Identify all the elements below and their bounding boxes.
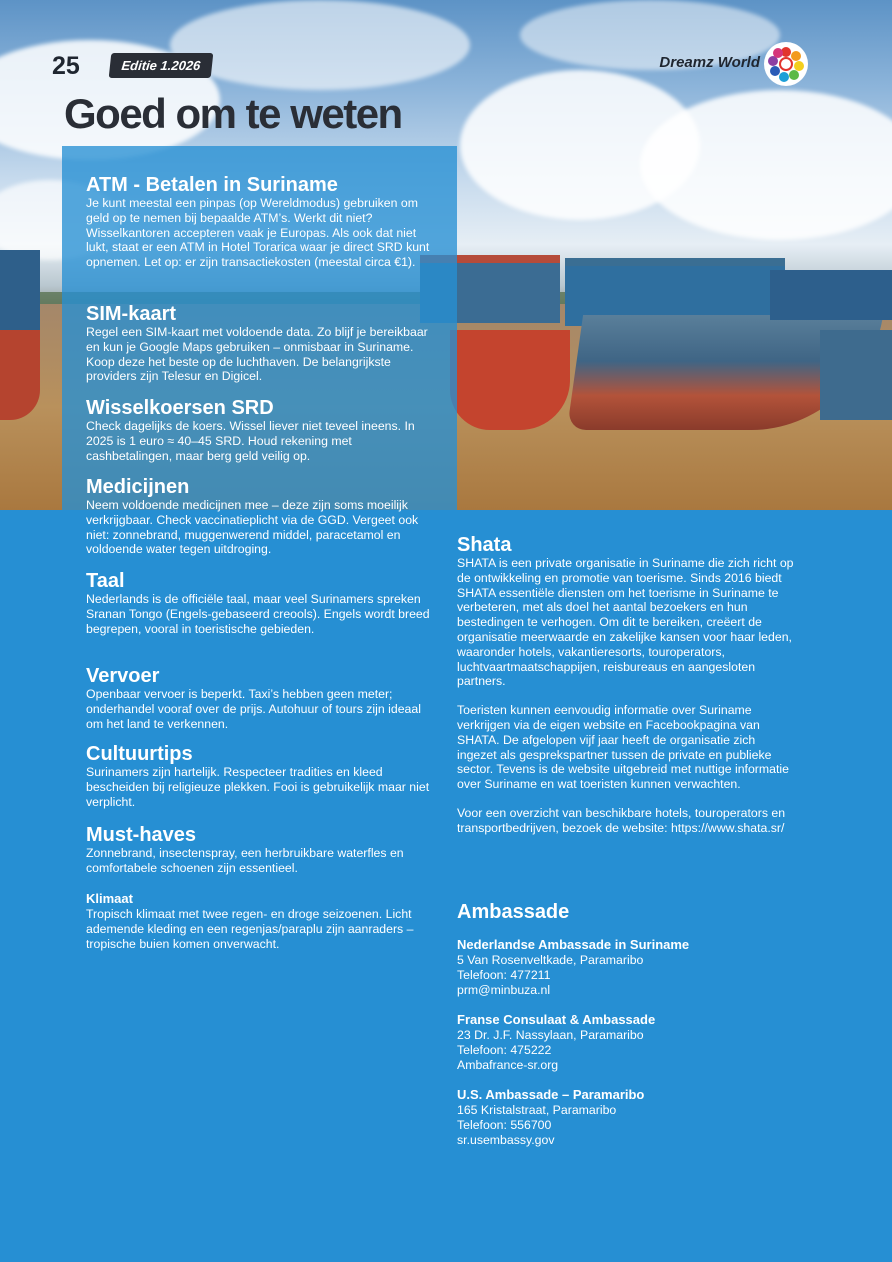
section-cultuurtips	[86, 743, 436, 809]
section-text: Regel een SIM-kaart met voldoende data. Zo blijf je bereikbaar en kun je Google Maps gebruiken – onmisbaar in Suriname. Koop deze het beste op de luchthaven. De belangrijkste providers zijn Telesur en Digicel.	[86, 325, 428, 384]
section-text: Neem voldoende medicijnen mee – deze zijn soms moeilijk verkrijgbaar. Check vaccinatieplicht via de GGD. Vergeet ook niet: zonnebrand, muggenwerend middel, paracetamol en voldoende water tegen uitdroging.	[86, 498, 419, 557]
embassy-phone: Telefoon: 475222	[457, 1043, 552, 1057]
section-text: Check dagelijks de koers. Wissel liever niet teveel ineens. In 2025 is 1 euro ≈ 40–45 SRD. Houd rekening met cashbetalingen, maar berg geld veilig op.	[86, 419, 415, 463]
section-sim	[86, 303, 436, 384]
shata-paragraph-3: Voor een overzicht van beschikbare hotels, touroperators en transportbedrijven, bezoek de website: https://www.shata.sr/	[457, 805, 786, 835]
section-shata	[457, 534, 797, 850]
section-vervoer	[86, 665, 436, 731]
embassy-entry	[457, 937, 797, 998]
section-medicijnen	[86, 476, 436, 557]
section-heading: Cultuurtips	[86, 743, 193, 765]
embassy-entry	[457, 1087, 797, 1148]
page-title: Goed om te weten	[64, 90, 402, 137]
embassy-phone: Telefoon: 556700	[457, 1118, 552, 1132]
shata-paragraph-2: Toeristen kunnen eenvoudig informatie over Suriname verkrijgen via de eigen website en Facebookpagina van SHATA. De afgelopen vijf jaar heeft de organisatie zich ingezet als gesprekspartner tussen de private en publieke sector. Tevens is de website uitgebreid met nuttige informatie over Suriname en wat toeristen kunnen verwachten.	[457, 703, 789, 792]
embassy-address: 5 Van Rosenveltkade, Paramaribo	[457, 953, 644, 967]
section-text: Openbaar vervoer is beperkt. Taxi’s hebben geen meter; onderhandel vooraf over de prijs. Autohuur of tours zijn ideaal om het land te verkennen.	[86, 687, 421, 731]
section-atm	[86, 174, 436, 270]
section-taal	[86, 570, 436, 636]
embassy-name: U.S. Ambassade – Paramaribo	[457, 1087, 645, 1102]
embassy-address: 23 Dr. J.F. Nassylaan, Paramaribo	[457, 1028, 644, 1042]
section-heading: SIM-kaart	[86, 303, 177, 325]
section-heading: Ambassade	[457, 901, 570, 923]
embassy-phone: Telefoon: 477211	[457, 968, 551, 982]
edition-badge: Editie 1.2026	[109, 53, 214, 78]
page-number: 25	[52, 52, 80, 80]
section-heading: ATM - Betalen in Suriname	[86, 174, 338, 196]
embassy-contact: sr.usembassy.gov	[457, 1133, 555, 1147]
section-ambassade	[457, 901, 797, 1162]
section-wisselkoersen	[86, 397, 436, 463]
section-heading: Taal	[86, 570, 125, 592]
section-heading: Vervoer	[86, 665, 160, 687]
section-text: Zonnebrand, insectenspray, een herbruikbare waterfles en comfortabele schoenen zijn essentieel.	[86, 846, 404, 875]
embassy-contact: Ambafrance-sr.org	[457, 1058, 559, 1072]
section-text: Nederlands is de officiële taal, maar veel Surinamers spreken Sranan Tongo (Engels-gebaseerd creools). Engels wordt breed begrepen, vooral in toeristische gebieden.	[86, 592, 430, 636]
embassy-address: 165 Kristalstraat, Paramaribo	[457, 1103, 617, 1117]
section-must-haves	[86, 824, 436, 876]
section-heading: Medicijnen	[86, 476, 190, 498]
section-heading: Must-haves	[86, 824, 197, 846]
section-heading: Klimaat	[86, 891, 133, 906]
embassy-entry	[457, 1012, 797, 1073]
embassy-contact: prm@minbuza.nl	[457, 983, 551, 997]
section-klimaat	[86, 891, 436, 951]
shata-paragraph-1: SHATA is een private organisatie in Suriname die zich richt op de ontwikkeling en promotie van toerisme. Sinds 2016 biedt SHATA essentiële diensten om het toerisme in Suriname te verbeteren, met als doel het aantal bezoekers en hun bestedingen te verhogen. Om dit te bereiken, creëert de organisatie meerwaarde en zakelijke kansen voor haar leden, waaronder hotels, vakantieresorts, touroperators, luchtvaartmaatschappijen, reisbureaus en aangesloten partners.	[457, 556, 794, 689]
section-heading: Wisselkoersen SRD	[86, 397, 274, 419]
brand-name: Dreamz World	[659, 54, 760, 71]
embassy-name: Nederlandse Ambassade in Suriname	[457, 937, 690, 952]
section-text: Tropisch klimaat met twee regen- en droge seizoenen. Licht ademende kleding en een regenjas/paraplu zijn aanraders – tropische buien komen onverwacht.	[86, 907, 414, 951]
embassy-name: Franse Consulaat & Ambassade	[457, 1012, 656, 1027]
section-text: Je kunt meestal een pinpas (op Wereldmodus) gebruiken om geld op te nemen bij bepaalde ATM’s. Werkt dit niet? Wisselkantoren accepteren vaak je Europas. Als ook dat niet lukt, staat er een ATM in Hotel Torarica waar je direct SRD kunt opnemen. Let op: er zijn transactiekosten (meestal circa €1).	[86, 196, 430, 270]
section-text: Surinamers zijn hartelijk. Respecteer tradities en kleed bescheiden bij religieuze plekken. Fooi is gebruikelijk maar niet verplicht.	[86, 765, 430, 809]
section-heading: Shata	[457, 534, 512, 556]
dreamz-world-logo	[764, 42, 808, 86]
